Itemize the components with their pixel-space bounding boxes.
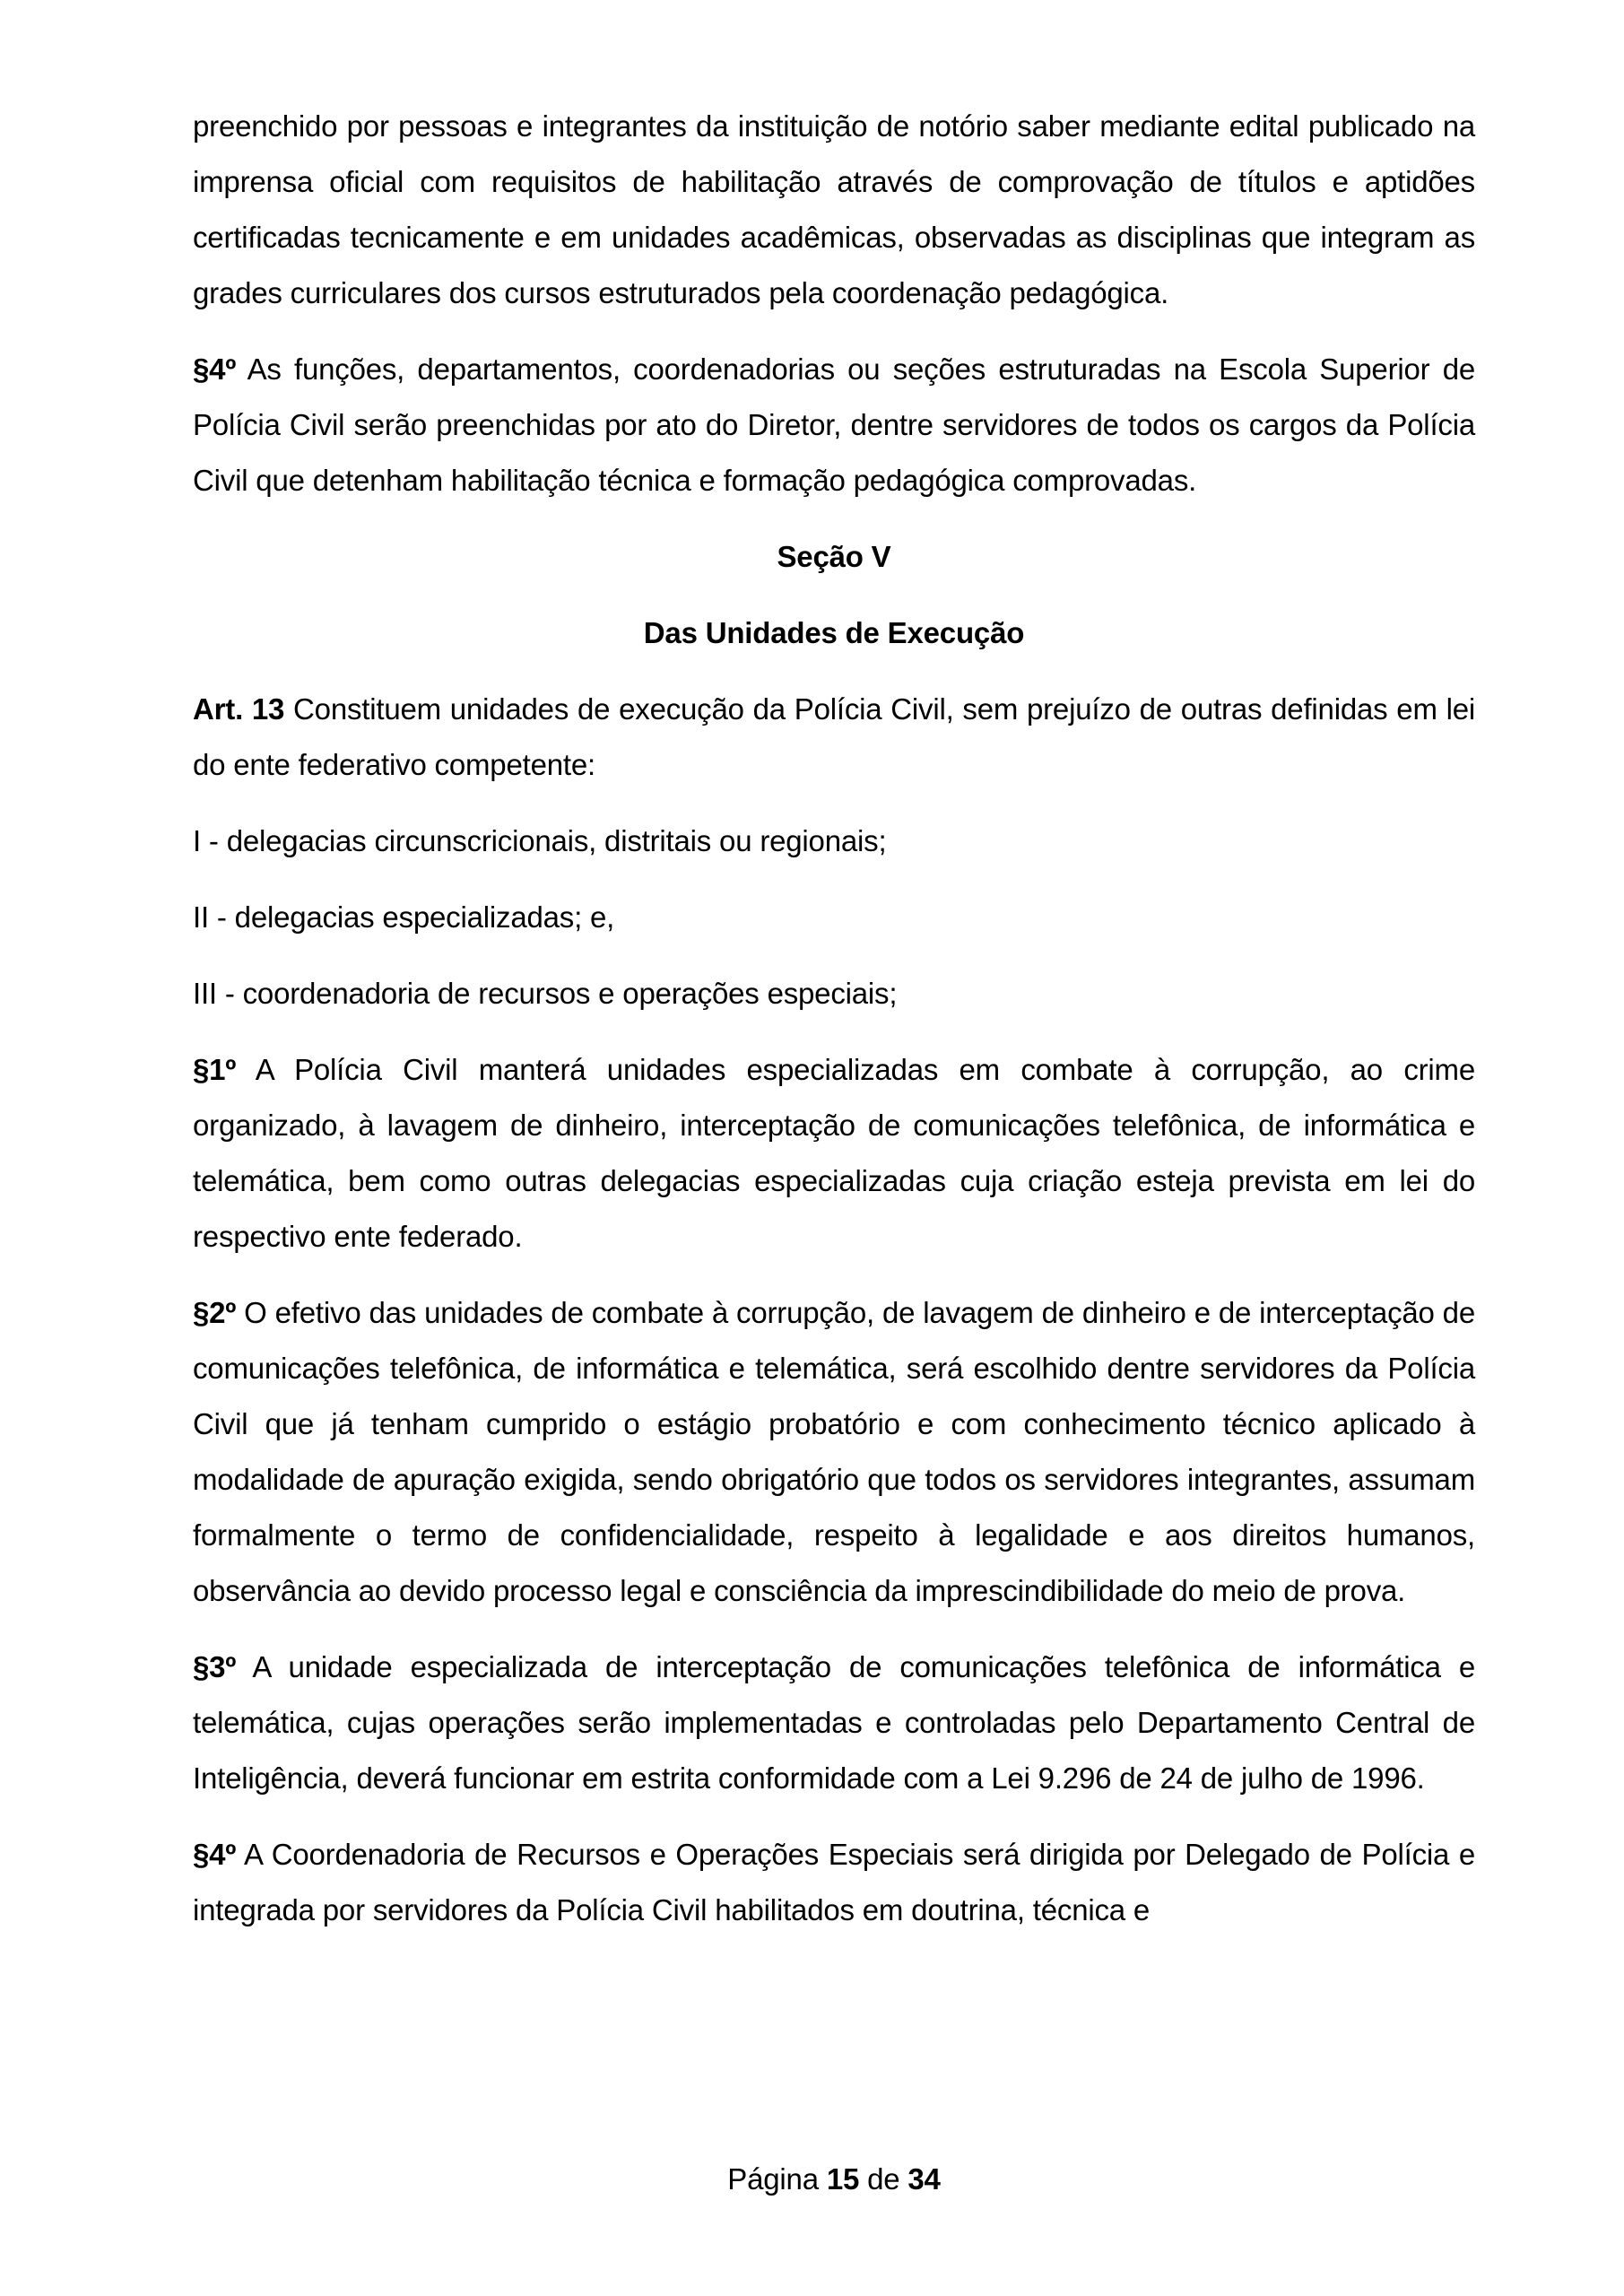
footer-current-page: 15 — [826, 2162, 860, 2196]
paragraph-text: A Coordenadoria de Recursos e Operações Especiais será dirigida por Delegado de Polícia e integrada por servidores da Polícia Civil habilitados em doutrina, técnica e — [193, 1838, 1476, 1926]
paragraph-text: As funções, departamentos, coordenadorias ou seções estruturadas na Escola Superior de Polícia Civil serão preenchidas por ato do Diretor, dentre servidores de todos os cargos da Polícia Civil que detenham habilitação técnica e formação pedagógica comprovadas. — [193, 352, 1475, 497]
footer-separator: de — [867, 2162, 900, 2196]
paragraph — [193, 99, 1475, 321]
paragraph-text: I - delegacias circunscricionais, distritais ou regionais; — [193, 824, 887, 857]
paragraph-text: A unidade especializada de interceptação de comunicações telefônica de informática e telemática, cujas operações serão implementadas e controladas pelo Departamento Central de Inteligência, deverá funcionar em estrita conformidade com a Lei 9.296 de 24 de julho de 1996. — [193, 1650, 1476, 1795]
paragraph — [193, 813, 1475, 869]
paragraph-lead: Art. 13 — [193, 692, 285, 726]
paragraph-lead: §3º — [193, 1650, 237, 1683]
footer-total-pages: 34 — [908, 2162, 941, 2196]
paragraph-text: preenchido por pessoas e integrantes da instituição de notório saber mediante edital publicado na imprensa oficial com requisitos de habilitação através de comprovação de títulos e aptidões certificadas tecnicamente e em unidades acadêmicas, observadas as disciplinas que integram as grades curriculares dos cursos estruturados pela coordenação pedagógica. — [193, 109, 1475, 309]
paragraph — [193, 342, 1475, 509]
footer-label: Página — [727, 2162, 819, 2196]
paragraph-text: Seção V — [777, 540, 891, 573]
paragraph — [193, 890, 1475, 945]
paragraph — [193, 1285, 1475, 1619]
paragraph-text: O efetivo das unidades de combate à corrupção, de lavagem de dinheiro e de interceptação de comunicações telefônica, de informática e telemática, será escolhido dentre servidores da Polícia Civil que já tenham cumprido o estágio probatório e com conhecimento técnico aplicado à modalidade de apuração exigida, sendo obrigatório que todos os servidores integrantes, assumam formalmente o termo de confidencialidade, respeito à legalidade e aos direitos humanos, observância ao devido processo legal e consciência da imprescindibilidade do meio de prova. — [193, 1296, 1475, 1607]
paragraph-lead: §4º — [193, 352, 237, 386]
paragraph — [193, 1042, 1475, 1265]
section-heading — [193, 529, 1475, 585]
paragraph-text: II - delegacias especializadas; e, — [193, 900, 615, 934]
paragraph — [193, 966, 1475, 1022]
paragraph-text: III - coordenadoria de recursos e operações especiais; — [193, 977, 898, 1010]
document-body — [193, 99, 1475, 1959]
paragraph-lead: §2º — [193, 1296, 237, 1329]
paragraph-lead: §4º — [193, 1838, 237, 1871]
paragraph — [193, 1639, 1475, 1806]
paragraph-lead: §1º — [193, 1053, 237, 1086]
section-heading — [193, 605, 1475, 661]
paragraph-text: A Polícia Civil manterá unidades especializadas em combate à corrupção, ao crime organizado, à lavagem de dinheiro, interceptação de comunicações telefônica, de informática e telemática, bem como outras delegacias especializadas cuja criação esteja prevista em lei do respectivo ente federado. — [193, 1053, 1475, 1253]
paragraph-text: Constituem unidades de execução da Polícia Civil, sem prejuízo de outras definidas em lei do ente federativo competente: — [193, 692, 1475, 781]
paragraph — [193, 1827, 1475, 1938]
paragraph — [193, 682, 1475, 793]
page-footer — [193, 2160, 1475, 2199]
paragraph-text: Das Unidades de Execução — [643, 616, 1025, 649]
